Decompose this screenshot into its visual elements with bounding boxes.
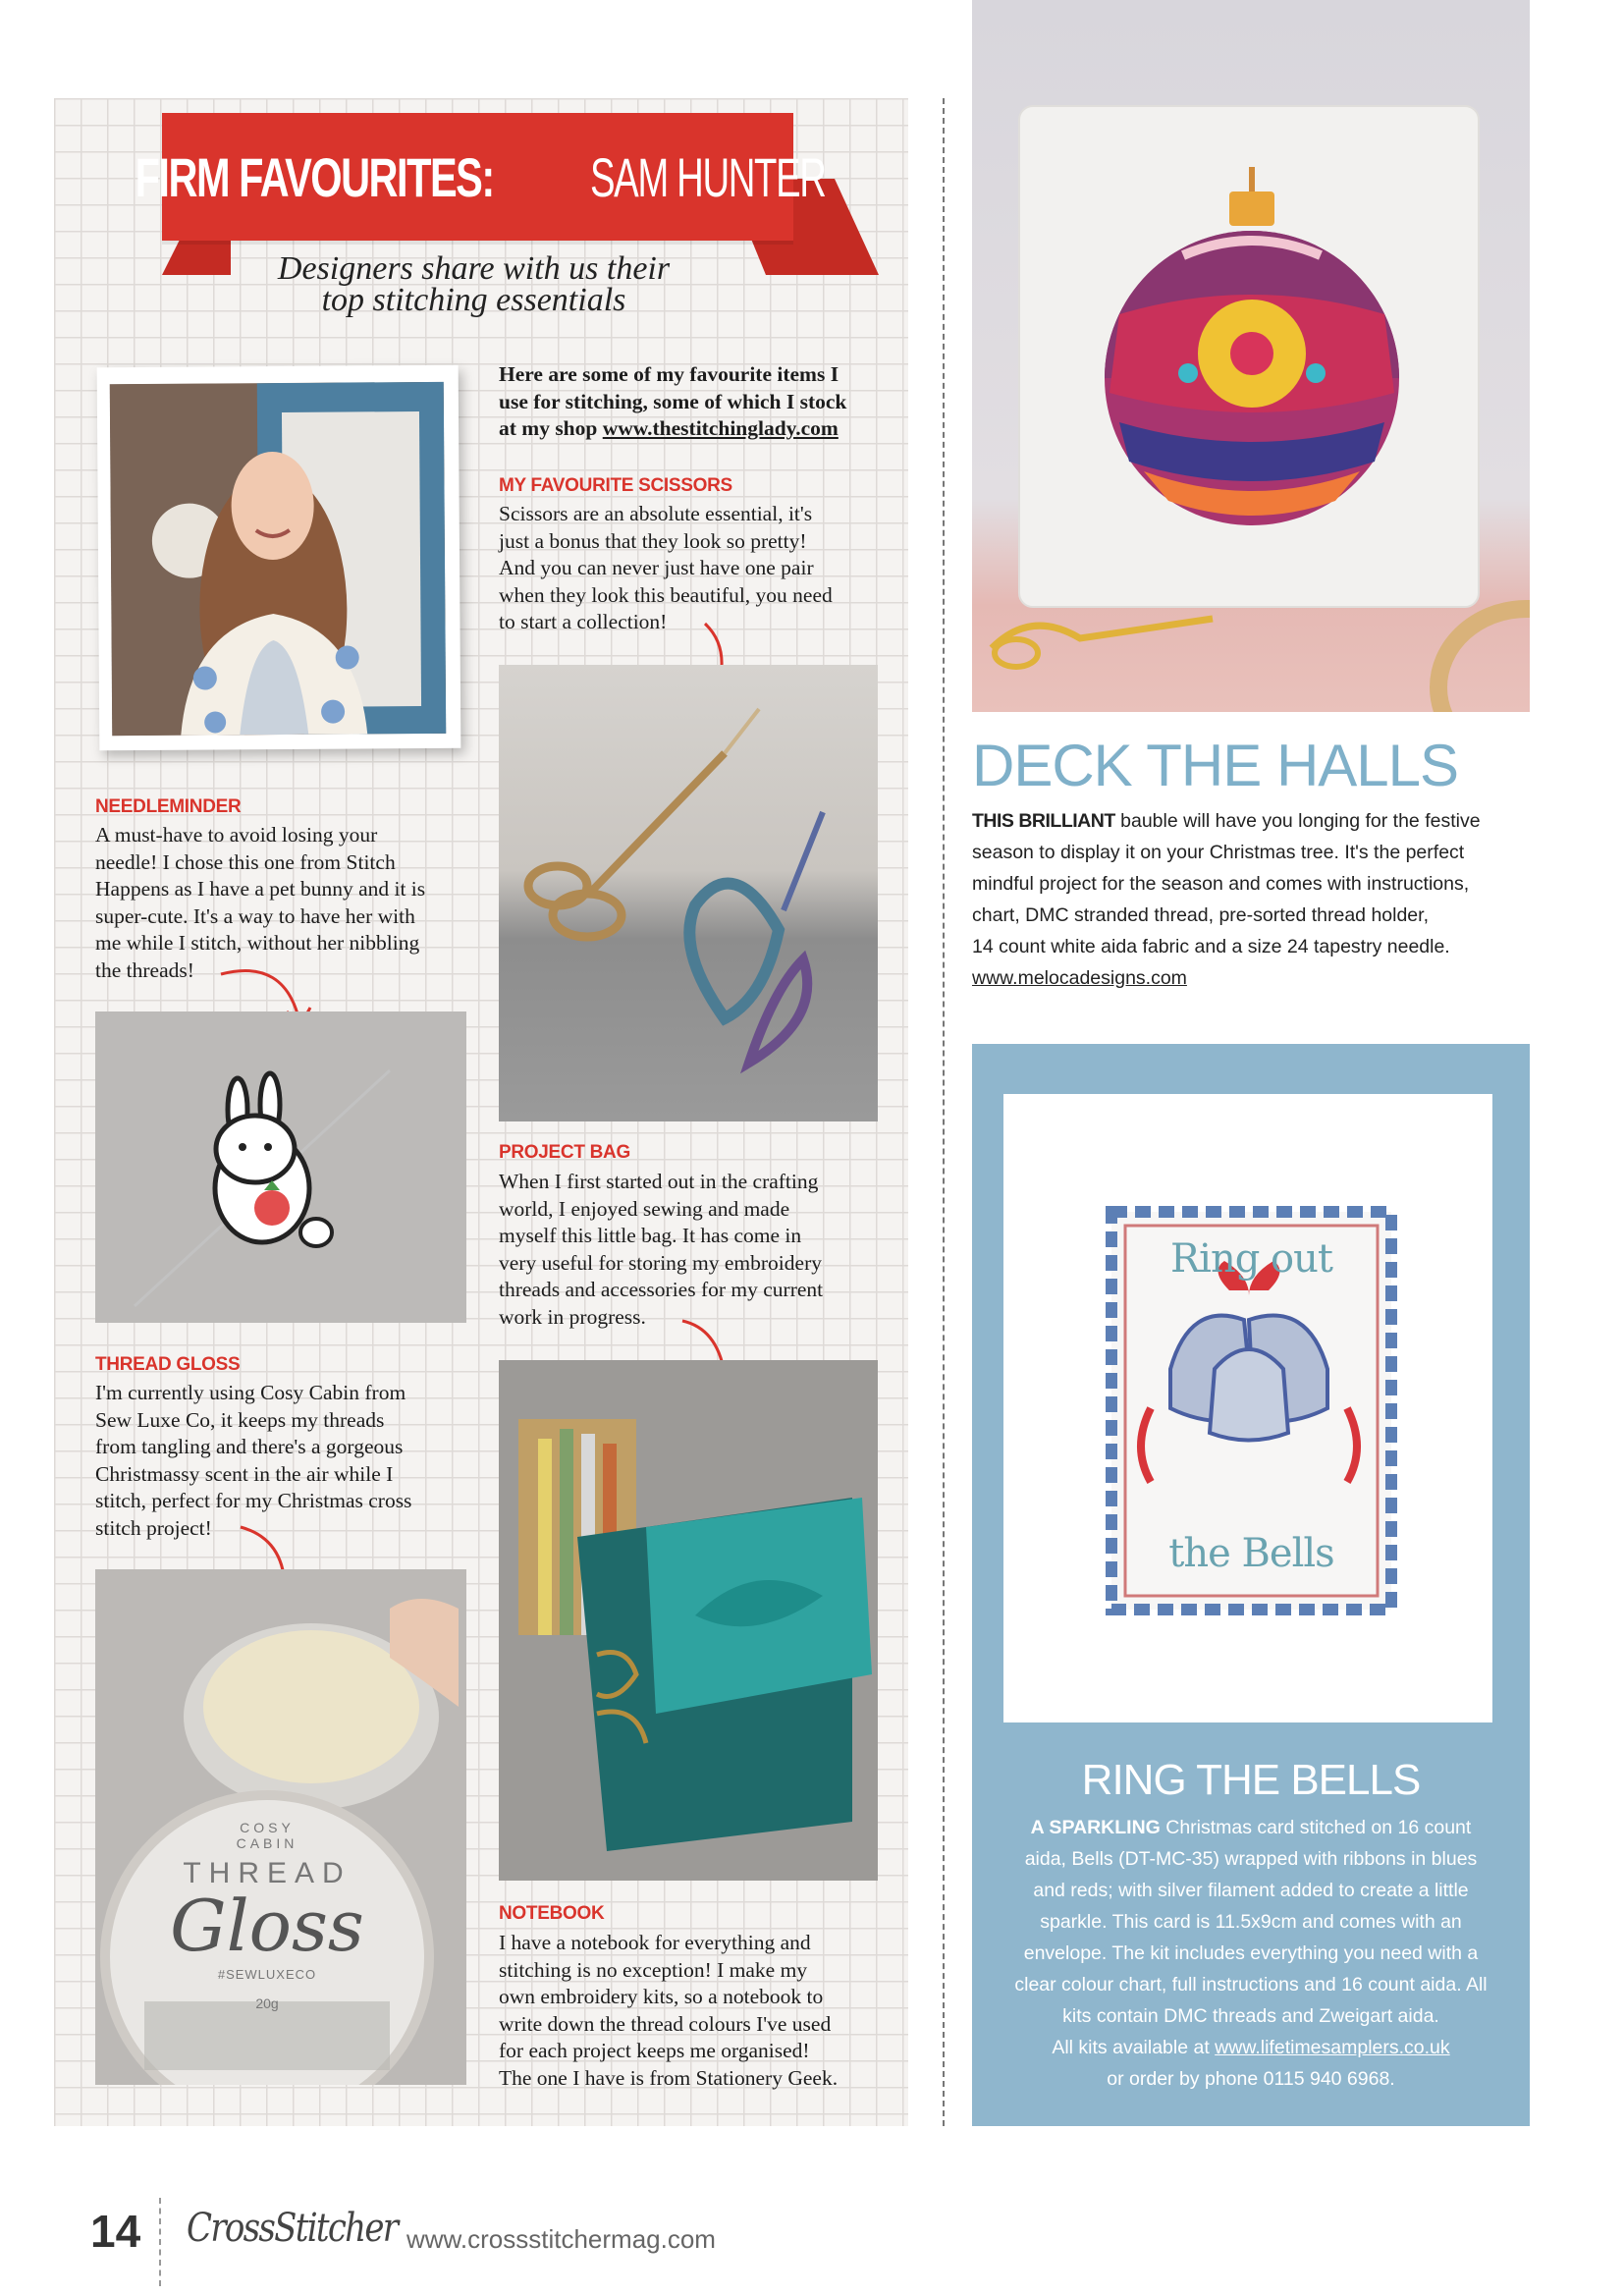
project-bag-line: myself this little bag. It has come in (499, 1224, 802, 1248)
thread-gloss-line: stitch, perfect for my Christmas cross (95, 1489, 412, 1513)
bunny-needleminder-illustration (95, 1011, 466, 1323)
scissors-heading: MY FAVOURITE SCISSORS (499, 475, 732, 496)
shop-link[interactable]: www.thestitchinglady.com (602, 416, 839, 441)
lifetime-samplers-link[interactable]: www.lifetimesamplers.co.uk (1215, 2037, 1450, 2058)
column-divider (943, 98, 945, 2126)
intro-line: use for stitching, some of which I stock (499, 389, 847, 413)
banner-title-bold: FIRM FAVOURITES: (135, 145, 494, 208)
gloss-brand-bottom: CABIN (236, 1835, 298, 1851)
bells-availability: All kits available at (1052, 2037, 1216, 2058)
ring-the-bells-title: RING THE BELLS (1081, 1756, 1421, 1804)
scissors-paragraph (499, 501, 901, 636)
bells-line: aida, Bells (DT-MC-35) wrapped with ribbons in blues (1024, 1848, 1478, 1870)
footer-separator (159, 2198, 161, 2286)
article-subtitle (196, 250, 751, 318)
intro-line: at my shop (499, 416, 603, 441)
project-bag-line: world, I enjoyed sewing and made (499, 1196, 790, 1221)
project-bag-line: work in progress. (499, 1304, 646, 1329)
deck-lead: THIS BRILLIANT (972, 810, 1115, 832)
bauble-illustration (972, 0, 1530, 712)
needleminder-line: needle! I chose this one from Stitch (95, 849, 396, 874)
title-banner (135, 113, 826, 241)
notebook-heading: NOTEBOOK (499, 1903, 605, 1924)
thread-gloss-paragraph (95, 1380, 478, 1543)
card-text-bottom: the Bells (1168, 1531, 1334, 1576)
needleminder-line: Happens as I have a pet bunny and it is (95, 877, 426, 902)
deck-line: bauble will have you longing for the festive (1114, 810, 1481, 832)
magazine-website[interactable]: www.crossstitchermag.com (406, 2224, 716, 2254)
needleminder-paragraph (95, 822, 473, 985)
scissors-line: just a bonus that they look so pretty! (499, 528, 807, 553)
needleminder-line: the threads! (95, 957, 194, 982)
page-number: 14 (90, 2206, 141, 2257)
notebook-line: own embroidery kits, so a notebook to (499, 1985, 824, 2009)
gloss-script-text: Gloss (170, 1885, 364, 1967)
scissors-line: when they look this beautiful, you need (499, 582, 833, 607)
bells-line: kits contain DMC threads and Zweigart aida. (1062, 2005, 1439, 2027)
needleminder-line: me while I stitch, without her nibbling (95, 931, 420, 956)
gloss-product-name: THREAD (183, 1857, 352, 1889)
bells-card-illustration (1003, 1094, 1492, 1722)
designer-portrait-illustration (110, 382, 446, 736)
needleminder-photo (95, 1011, 466, 1323)
intro-paragraph (499, 361, 901, 443)
scissors-illustration (499, 665, 878, 1121)
meloca-designs-link[interactable]: www.melocadesigns.com (972, 967, 1187, 989)
needleminder-line: A must-have to avoid losing your (95, 823, 378, 847)
project-bag-illustration (499, 1360, 878, 1881)
gloss-weight: 20g (255, 1995, 279, 2011)
notebook-line: The one I have is from Stationery Geek. (499, 2065, 839, 2090)
intro-line: Here are some of my favourite items I (499, 362, 839, 386)
project-bag-line: When I first started out in the crafting (499, 1170, 819, 1193)
portrait-photo-frame (97, 365, 461, 751)
needleminder-line: super-cute. It's a way to have her with (95, 903, 415, 928)
notebook-line: I have a notebook for everything and (499, 1931, 811, 1954)
subtitle-line: Designers share with us their (277, 250, 671, 287)
deck-line: mindful project for the season and comes with instructions, (972, 873, 1470, 895)
notebook-line: stitching is no exception! I make my (499, 1957, 808, 1982)
project-bag-line: very useful for storing my embroidery (499, 1250, 822, 1275)
bells-line: and reds; with silver filament added to create a little (1033, 1880, 1469, 1901)
gloss-brand-top: COSY (240, 1820, 295, 1835)
deck-the-halls-paragraph (972, 805, 1532, 994)
deck-line: chart, DMC stranded thread, pre-sorted thread holder, (972, 904, 1429, 926)
scissors-line: And you can never just have one pair (499, 556, 814, 580)
scissors-line: to start a collection! (499, 610, 668, 634)
bauble-cross-stitch-photo (972, 0, 1530, 712)
notebook-line: for each project keeps me organised! (499, 2039, 810, 2063)
deck-line: season to display it on your Christmas tree. It's the perfect (972, 842, 1465, 863)
needleminder-heading: NEEDLEMINDER (95, 796, 242, 817)
notebook-line: write down the thread colours I've used (499, 2011, 832, 2036)
deck-line: 14 count white aida fabric and a size 24 tapestry needle. (972, 936, 1450, 957)
scissors-photo (499, 665, 878, 1121)
magazine-brand-logo: CrossStitcher (187, 2206, 398, 2251)
bells-phone-line: or order by phone 0115 940 6968. (1107, 2068, 1395, 2090)
thread-gloss-line: Sew Luxe Co, it keeps my threads (95, 1407, 385, 1432)
bells-line: envelope. The kit includes everything you need with a (1023, 1942, 1479, 1964)
thread-gloss-heading: THREAD GLOSS (95, 1354, 241, 1375)
thread-gloss-line: I'm currently using Cosy Cabin from (95, 1381, 406, 1404)
gloss-tag: #SEWLUXECO (217, 1967, 317, 1982)
thread-gloss-line: Christmassy scent in the air while I (95, 1461, 394, 1486)
bells-line: clear colour chart, full instructions and 16 count aida. All (1014, 1974, 1488, 1995)
project-bag-paragraph (499, 1169, 901, 1332)
banner-title-name: SAM HUNTER (589, 145, 826, 208)
notebook-paragraph (499, 1930, 901, 2093)
thread-gloss-line: from tangling and there's a gorgeous (95, 1435, 404, 1459)
card-text-top: Ring out (1170, 1236, 1332, 1282)
thread-gloss-photo (95, 1569, 466, 2085)
bells-card-photo (1003, 1094, 1492, 1722)
project-bag-line: threads and accessories for my current (499, 1278, 824, 1302)
bells-lead: A SPARKLING (1030, 1817, 1161, 1838)
deck-the-halls-title: DECK THE HALLS (972, 733, 1459, 798)
project-bag-heading: PROJECT BAG (499, 1142, 630, 1163)
bells-line: sparkle. This card is 11.5x9cm and comes with an (1040, 1911, 1462, 1933)
scissors-line: Scissors are an absolute essential, it's (499, 502, 813, 525)
subtitle-line: top stitching essentials (321, 282, 626, 318)
project-bag-photo (499, 1360, 878, 1881)
gloss-tin-label (95, 1820, 439, 2011)
bells-line: Christmas card stitched on 16 count (1160, 1817, 1472, 1838)
thread-gloss-line: stitch project! (95, 1515, 212, 1540)
designer-portrait-photo (110, 382, 446, 736)
ring-the-bells-paragraph (994, 1812, 1508, 2095)
